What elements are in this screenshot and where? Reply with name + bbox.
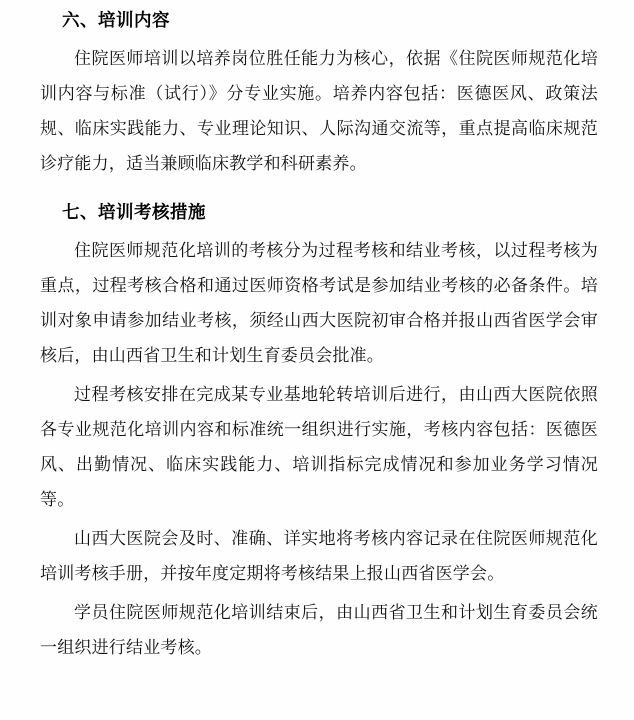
paragraph-assessment-4: 学员住院医师规范化培训结束后，由山西省卫生和计划生育委员会统一组织进行结业考核。 [40, 603, 598, 658]
paragraph-assessment-1: 住院医师规范化培训的考核分为过程考核和结业考核，以过程考核为重点，过程考核合格和通过医师资格考试是参加结业考核的必备条件。培训对象申请参加结业考核，须经山西大医院初审合格并报山西省医学会审核后，由山西省卫生和计划生育委员会批准。 [40, 241, 598, 366]
section-heading-assessment-measures: 七、培训考核措施 [62, 203, 206, 223]
paragraph-assessment-3: 山西大医院会及时、准确、详实地将考核内容记录在住院医师规范化培训考核手册，并按年度定期将考核结果上报山西省医学会。 [40, 529, 598, 584]
paragraph-assessment-2: 过程考核安排在完成某专业基地轮转培训后进行，由山西大医院依照各专业规范化培训内容和标准统一组织进行实施，考核内容包括：医德医风、出勤情况、临床实践能力、培训指标完成情况和参加业务学习情况等。 [40, 385, 598, 510]
section-heading-training-content: 六、培训内容 [62, 11, 170, 31]
paragraph-training-content-1: 住院医师培训以培养岗位胜任能力为核心，依据《住院医师规范化培训内容与标准（试行）》分专业实施。培养内容包括：医德医风、政策法规、临床实践能力、专业理论知识、人际沟通交流等，重点提高临床规范诊疗能力，适当兼顾临床教学和科研素养。 [40, 49, 598, 174]
